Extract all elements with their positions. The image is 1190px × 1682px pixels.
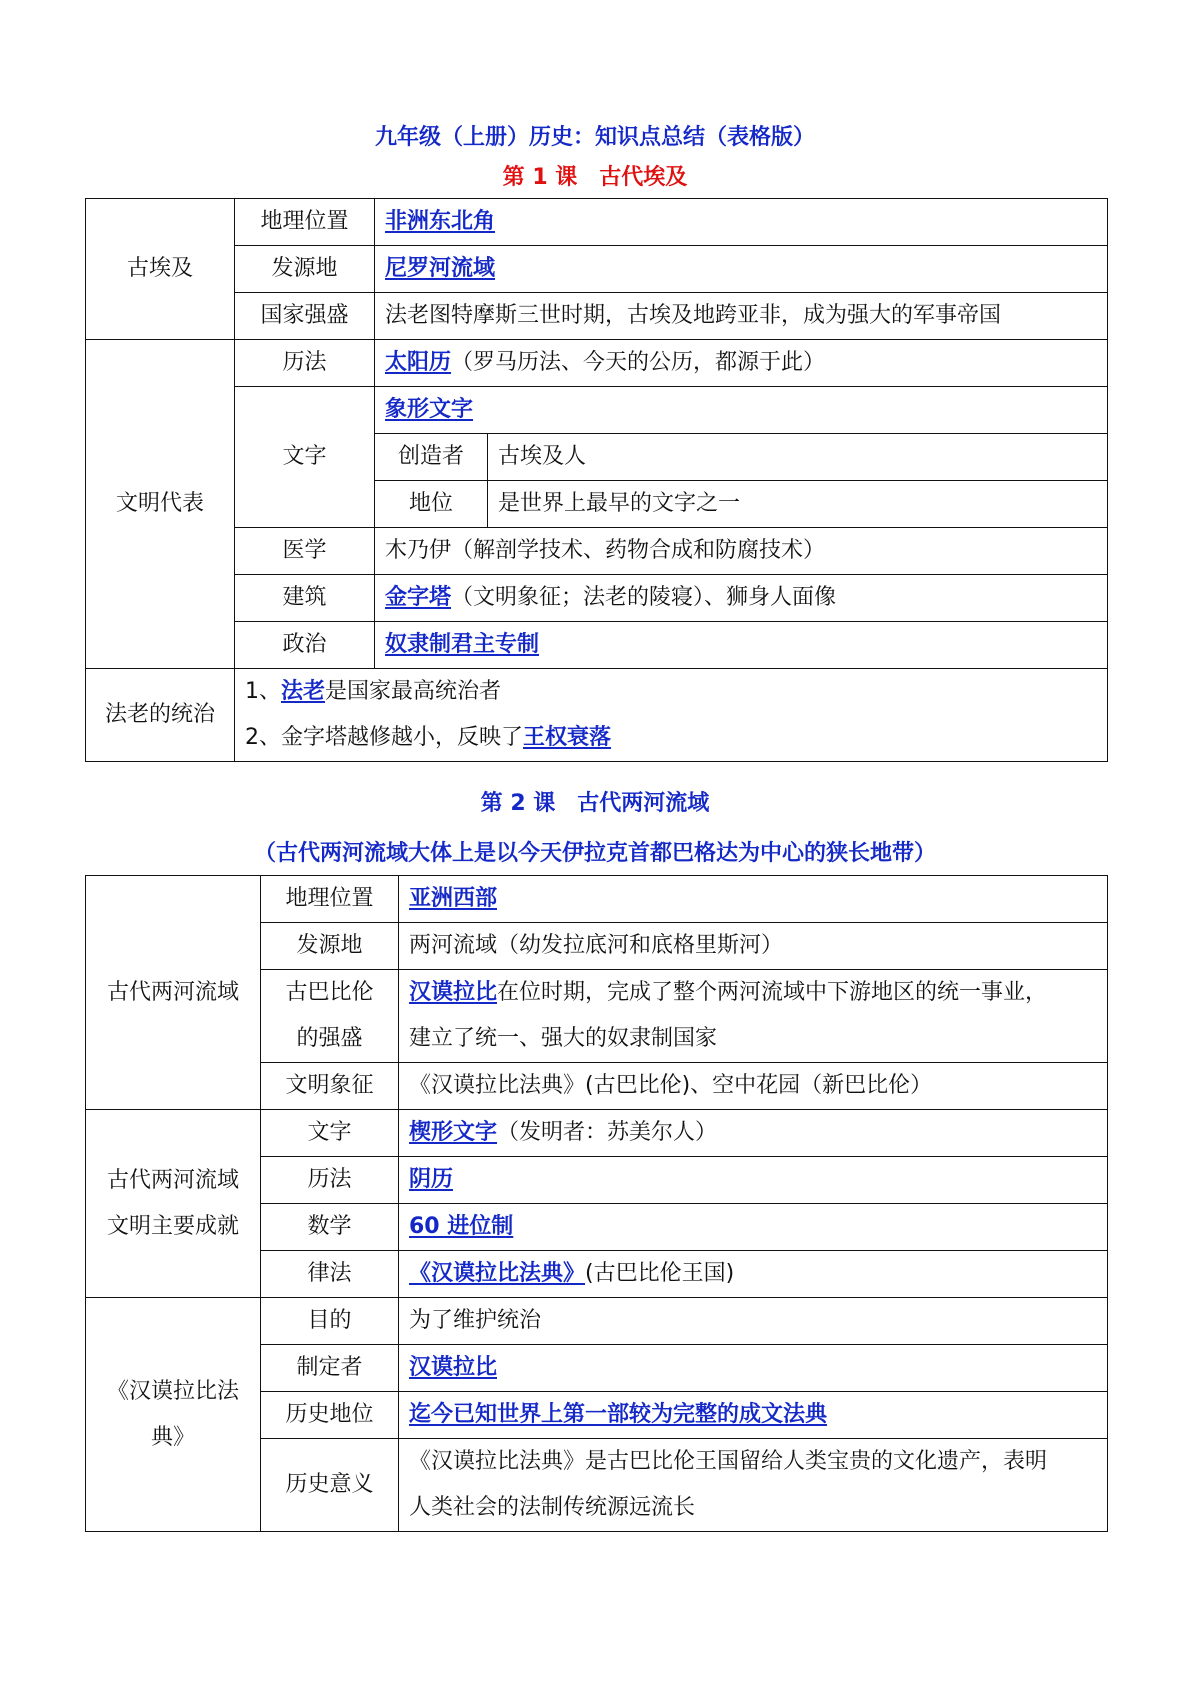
row-value-line bbox=[409, 970, 1097, 1016]
row-value bbox=[399, 1157, 1108, 1204]
row-key: 建筑 bbox=[235, 575, 375, 622]
row-key: 历史地位 bbox=[261, 1392, 399, 1439]
key-term-link[interactable]: 迄今已知世界上第一部较为完整的成文法典 bbox=[409, 1402, 828, 1427]
group-label-line: 文明主要成就 bbox=[106, 1213, 239, 1239]
row-value bbox=[375, 622, 1108, 669]
row-value-text: 2、金字塔越修越小，反映了 bbox=[245, 725, 523, 750]
table-row bbox=[86, 199, 1108, 246]
row-value-text: (古巴比伦王国) bbox=[585, 1261, 735, 1286]
row-value bbox=[399, 1251, 1108, 1298]
sub-key: 创造者 bbox=[375, 434, 488, 481]
row-key: 历法 bbox=[261, 1157, 399, 1204]
row-value bbox=[375, 575, 1108, 622]
row-value: 法老图特摩斯三世时期，古埃及地跨亚非，成为强大的军事帝国 bbox=[375, 293, 1108, 340]
sub-value: 是世界上最早的文字之一 bbox=[488, 481, 1108, 528]
key-term-link[interactable]: 汉谟拉比 bbox=[409, 1355, 498, 1380]
group-label: 古埃及 bbox=[86, 199, 235, 340]
key-term-link[interactable]: 楔形文字 bbox=[409, 1120, 498, 1145]
row-key: 历史意义 bbox=[261, 1439, 399, 1532]
key-term-link[interactable]: 阴历 bbox=[409, 1167, 454, 1192]
lesson-1-title: 第 1 课 古代埃及 bbox=[502, 165, 688, 190]
key-term-link[interactable]: 奴隶制君主专制 bbox=[385, 632, 540, 657]
group-label-line: 《汉谟拉比法 bbox=[106, 1378, 239, 1404]
row-key: 文明象征 bbox=[261, 1063, 399, 1110]
row-value-text: 在位时期，完成了整个两河流域中下游地区的统一事业， bbox=[497, 980, 1048, 1005]
row-key: 政治 bbox=[235, 622, 375, 669]
key-term-link[interactable]: 汉谟拉比 bbox=[409, 980, 498, 1005]
row-value bbox=[399, 1392, 1108, 1439]
table-row bbox=[86, 575, 1108, 622]
table-row bbox=[86, 876, 1108, 923]
lesson-2-title: 第 2 课 古代两河流域 bbox=[480, 791, 710, 816]
pharaoh-point-1 bbox=[245, 669, 1097, 715]
row-value-line: 《汉谟拉比法典》是古巴比伦王国留给人类宝贵的文化遗产，表明 bbox=[409, 1449, 1048, 1474]
sub-value: 古埃及人 bbox=[488, 434, 1108, 481]
row-key: 文字 bbox=[235, 387, 375, 528]
group-label-line: 典》 bbox=[150, 1424, 195, 1450]
key-term-link[interactable]: 法老 bbox=[281, 679, 326, 704]
row-key-line: 古巴比伦 bbox=[285, 980, 374, 1005]
row-key: 目的 bbox=[261, 1298, 399, 1345]
table-row bbox=[86, 246, 1108, 293]
row-value bbox=[399, 1204, 1108, 1251]
row-value: 为了维护统治 bbox=[399, 1298, 1108, 1345]
key-term-link[interactable]: 金字塔 bbox=[385, 585, 452, 610]
table-row bbox=[86, 622, 1108, 669]
table-row bbox=[86, 1298, 1108, 1345]
row-key: 国家强盛 bbox=[235, 293, 375, 340]
row-key: 地理位置 bbox=[261, 876, 399, 923]
group-label: 文明代表 bbox=[86, 340, 235, 669]
group-label: 法老的统治 bbox=[86, 669, 235, 762]
row-value bbox=[375, 340, 1108, 387]
lesson-2-table bbox=[85, 875, 1108, 1532]
row-value bbox=[375, 199, 1108, 246]
row-key: 律法 bbox=[261, 1251, 399, 1298]
key-term-link[interactable]: 王权衰落 bbox=[523, 725, 612, 750]
row-value-text: 是国家最高统治者 bbox=[325, 679, 502, 704]
group-label: 古代两河流域 bbox=[86, 876, 261, 1110]
list-number: 1、 bbox=[245, 679, 281, 704]
table-row bbox=[86, 1110, 1108, 1157]
table-row bbox=[86, 340, 1108, 387]
row-value bbox=[399, 1439, 1108, 1532]
row-key: 发源地 bbox=[261, 923, 399, 970]
row-key: 地理位置 bbox=[235, 199, 375, 246]
table-row bbox=[86, 528, 1108, 575]
row-value: 两河流域（幼发拉底河和底格里斯河） bbox=[399, 923, 1108, 970]
group-label-line: 古代两河流域 bbox=[106, 1167, 239, 1193]
sub-key: 地位 bbox=[375, 481, 488, 528]
key-term-link[interactable]: 亚洲西部 bbox=[409, 886, 498, 911]
row-value-line: 建立了统一、强大的奴隶制国家 bbox=[409, 1026, 718, 1051]
key-term-link[interactable]: 太阳历 bbox=[385, 350, 452, 375]
lesson-1-table bbox=[85, 198, 1108, 762]
key-term-link[interactable]: 非洲东北角 bbox=[385, 209, 496, 234]
row-key: 文字 bbox=[261, 1110, 399, 1157]
row-value-text: （文明象征；法老的陵寝）、狮身人面像 bbox=[451, 585, 837, 610]
key-term-link[interactable]: 尼罗河流域 bbox=[385, 256, 496, 281]
table-row bbox=[86, 669, 1108, 762]
group-label bbox=[86, 1298, 261, 1532]
table-row bbox=[86, 387, 1108, 434]
row-value bbox=[375, 246, 1108, 293]
row-key: 医学 bbox=[235, 528, 375, 575]
row-value: 木乃伊（解剖学技术、药物合成和防腐技术） bbox=[375, 528, 1108, 575]
row-key: 制定者 bbox=[261, 1345, 399, 1392]
row-value bbox=[399, 1345, 1108, 1392]
document-title: 九年级（上册）历史：知识点总结（表格版） bbox=[374, 125, 815, 150]
key-term-link[interactable]: 60 进位制 bbox=[409, 1214, 514, 1239]
row-key: 数学 bbox=[261, 1204, 399, 1251]
row-value bbox=[399, 970, 1108, 1063]
row-value-line: 人类社会的法制传统源远流长 bbox=[409, 1495, 696, 1520]
row-value bbox=[235, 669, 1108, 762]
row-value-text: （发明者：苏美尔人） bbox=[497, 1120, 718, 1145]
row-value: 《汉谟拉比法典》(古巴比伦)、空中花园（新巴比伦） bbox=[399, 1063, 1108, 1110]
row-key-line: 的强盛 bbox=[296, 1026, 363, 1051]
row-value-text: （罗马历法、今天的公历，都源于此） bbox=[451, 350, 826, 375]
key-term-link[interactable]: 象形文字 bbox=[385, 397, 474, 422]
row-key: 历法 bbox=[235, 340, 375, 387]
row-value bbox=[375, 387, 1108, 434]
table-row bbox=[86, 293, 1108, 340]
pharaoh-point-2 bbox=[245, 715, 1097, 761]
row-value bbox=[399, 1110, 1108, 1157]
row-value bbox=[399, 876, 1108, 923]
lesson-2-subtitle: （古代两河流域大体上是以今天伊拉克首都巴格达为中心的狭长地带） bbox=[253, 841, 936, 866]
key-term-link[interactable]: 《汉谟拉比法典》 bbox=[409, 1261, 586, 1286]
row-key: 发源地 bbox=[235, 246, 375, 293]
row-key bbox=[261, 970, 399, 1063]
group-label bbox=[86, 1110, 261, 1298]
